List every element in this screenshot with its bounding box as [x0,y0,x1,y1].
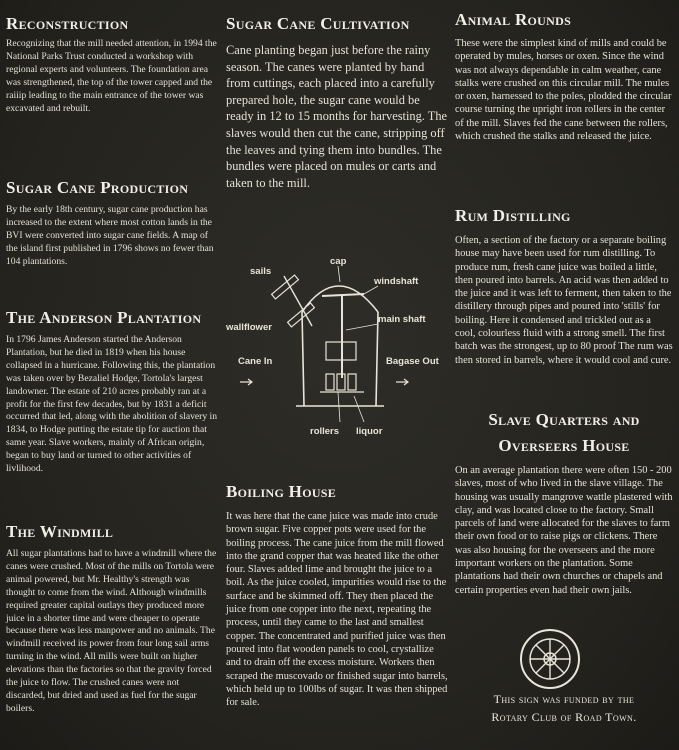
label-rollers: rollers [310,426,340,437]
section-reconstruction [6,14,218,115]
roller-1 [326,374,334,390]
rum-distilling-body: Often, a section of the factory or a separate boiling house may have been used for rum distilling. To produce rum, fresh cane juice was boiled a little, then poured into barrels. An acid was then added to the juice and it was left to ferment, then taken to the distillery through pipes and poured into 'stills' for boiling. Here it condensed and trickled out as a cool, colourless fluid with a strong smell. The first batch was the strongest, up to 80 proof The rum was then stored in barrels, where it would cool and cure. [455,235,673,366]
section-windmill [6,522,218,716]
reconstruction-body: Recognizing that the mill needed attention, in 1994 the National Parks Trust conducted a workshop with regional experts and volunteers. The foundation area was strengthened, the top of the tower capped and the raiiip leading to the main entrance of the tower was excavated and rebuilt. [6,38,217,114]
cultivation-body: Cane planting began just before the rainy season. The canes were planted by hand from cuttings, each placed into a carefully prepared hole, the sugar cane would be ready in 12 to 15 months for harvesting. The slaves would then cut the cane, stripping off the leaves and tying them into bundles. The bundles were placed on mules or carts and taken to the mill. [226,43,448,190]
windmill-body: All sugar plantations had to have a windmill where the canes were crushed. Most of the mills on Tortola were animal powered, but Mr. Healthy's strength was thought to come from the wind. Although windmills required greater capital outlays they produced more juice in a shorter time and were cheaper to operate because there was less manpower and no animals. The windmill received its power from four long sail arms turning in the wind. All mills were built on higher elevations than the factories so that the gravity forced the juice to flow. The crushed canes were not discarded, but dried and used as fuel for the sugar boilers. [6,548,217,714]
sail-spar [284,276,312,326]
section-cultivation [226,14,450,191]
sugar-cane-production-body: By the early 18th century, sugar cane production has increased to the extent where most cotton lands in the BVI were converted into sugar cane fields. A map of the island first published in 1796 shows no fewer than 104 plantations. [6,204,214,267]
rum-distilling-title: Rum Distilling [455,206,571,225]
section-rum-distilling [455,206,673,367]
cultivation-title: Sugar Cane Cultivation [226,14,410,33]
anderson-plantation-title: The Anderson Plantation [6,308,202,327]
sugar-cane-production-title: Sugar Cane Production [6,178,189,197]
footer-line1: This sign was funded by the [493,692,635,706]
bagase-out-arrow-icon [396,379,408,385]
windshaft-bar [322,294,364,296]
slave-quarters-title-line1: Slave Quarters and [488,410,640,429]
label-windshaft: windshaft [374,276,419,287]
main-shaft-leader [346,324,378,330]
section-boiling-house [226,482,450,709]
windmill-diagram-svg [226,246,450,451]
cane-in-arrow-icon [240,379,252,385]
tower-left-wall [302,312,304,406]
rotary-wheel-icon [519,628,581,690]
windmill-title: The Windmill [6,522,114,541]
label-liquor: liquor [356,426,383,437]
footer-credit [455,690,673,726]
animal-rounds-body: These were the simplest kind of mills and could be operated by mules, horses or oxen. Since the wind was not always dependable in calm weather, cane stalks were crushed on this circular mill. The mules or oxen, harnessed to the poles, plodded the circular course turning the upright iron rollers in the center of the mill. Slaves fed the cane between the rollers, which crushed the stalks and released the juice. [455,38,672,143]
section-slave-quarters [455,410,673,597]
emblem-spokes [530,639,570,679]
reconstruction-title: Reconstruction [6,14,129,33]
anderson-plantation-body: In 1796 James Anderson started the Anderson Plantation, but he died in 1819 when his house collapsed in a hurricane. Following this, the plantation was taken over by Bezaliel Hodge, Tortola's largest landowner. The estate of 210 acres probably ran at a profit for the first few decades, but by 1831 a deficit occurred that led, along with the abolition of slavery in 1834, to Hodge putting the estate tip for auction that same year. Slave workers, mainly of African origin, began to buy land or turned to other activities of livlihood. [6,334,218,475]
label-cane-in: Cane In [238,356,273,367]
label-wallflower: wallflower [226,322,272,333]
footer-line2: Rotary Club of Road Town. [491,710,637,724]
section-animal-rounds [455,10,673,143]
slave-quarters-body: On an average plantation there were often 150 - 200 slaves, most of who lived in the slave village. The housing was usually mangrove wattle plastered with clay, and was located close to the factory. Small parcels of land were allocated for the slaves to farm their own food or to raise pigs or clickens. There was also housing for the overseers and the more important workers on the plantation. Some plantations had their own churches or chapels and certain properties even had their own jails. [455,465,673,596]
label-bagase-out: Bagase Out [386,356,439,367]
animal-rounds-title: Animal Rounds [455,10,572,29]
windshaft-leader [364,286,378,294]
liquor-leader [354,396,364,422]
boiling-house-title: Boiling House [226,482,337,501]
slave-quarters-title-line2: Overseers House [498,436,630,455]
roller-3 [348,374,356,390]
rollers-leader [338,392,340,422]
cap-leader [338,266,340,282]
label-cap: cap [330,256,347,267]
windmill-diagram [226,246,450,451]
section-sugar-cane-production [6,178,218,269]
boiling-house-body: It was here that the cane juice was made into crude brown sugar. Five copper pots were used for the boiling process. The cane juice from the mill flowed into the grand copper that was heated like the other four. Slaves added lime and brought the juice to a boil. As the juice cooled, impurities would rise to the surface and be skimmed off. They then placed the juice from one copper into the next, repeating the process, until they came to the last and smallest copper. The concentrated and purified juice was then poured into flat wooden panels to cool, crystallize and to drain off the excess moisture. Workers then scraped the muscovado or finished sugar into barrels, which held up to 100lbs of sugar. It was then shipped for sale. [226,511,448,709]
section-anderson-plantation [6,308,218,476]
label-sails: sails [250,266,272,277]
label-main-shaft: main shaft [378,314,426,325]
tower-right-wall [376,312,378,406]
